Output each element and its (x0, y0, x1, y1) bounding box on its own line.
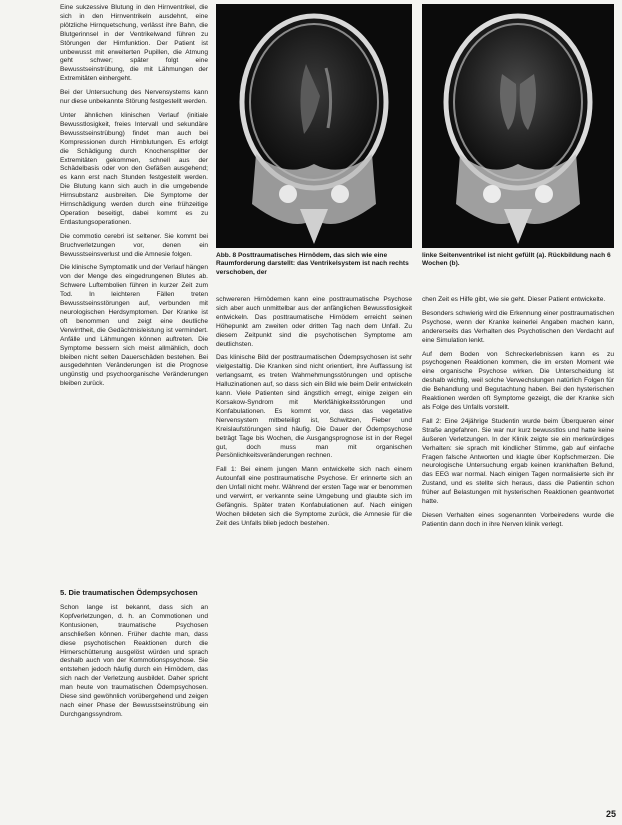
ct-scan-image-b (422, 4, 614, 248)
skull-ct-graphic (422, 4, 614, 248)
ct-scan-image-a (216, 4, 412, 248)
text-column-2 (216, 296, 412, 822)
page-number: 25 (605, 809, 616, 819)
section-heading: 5. Die traumatischen Ödempsychosen (60, 588, 198, 597)
text-column-3 (422, 296, 614, 822)
text-column-1-continued (60, 604, 208, 822)
paragraph: Schon lange ist bekannt, dass sich an Kopfverletzungen, d. h. an Commotionen und Kontusionen, traumatische Psychosen anschließen können. Früher dachte man, dass diese psychotischen Reaktionen durch die Hirnerschütterung ausgelöst würden und sprach deshalb auch von der Kommotionspsychose. Sie entstehen jedoch häufig durch ein Hirnödem, das sich nach der Verletzung ausbildet. Daher spricht man heute von traumatischen Ödempsychosen. Diese sind gewöhnlich vorübergehend und zeigen nach einer Phase der Bewusstseinstrübung ein Durchgangssyndrom. (60, 604, 208, 718)
paragraph: schwereren Hirnödemen kann eine posttraumatische Psychose sich aber auch unmittelbar aus der anfänglichen Bewusstlosigkeit entwickeln. Das posttraumatische Hirnödem erreicht seinen Höhepunkt am zweiten oder dritten Tag nach dem Unfall. Zu diesem Zeitpunkt sind die psychotischen Symptome am deutlichsten. (216, 296, 412, 348)
paragraph: chen Zeit es Hilfe gibt, wie sie geht. Dieser Patient entwickelte. (422, 296, 606, 303)
paragraph: Auf dem Boden von Schreckerlebnissen kann es zu psychogenen Reaktionen kommen, die im ersten Moment wie eine organische Psychose wirken. Die Unterscheidung ist deshalb wichtig, weil solche Verwechslungen natürlich Folgen für die Behandlung und Begutachtung haben. Bei den hysterischen Reaktionen werden oft Symptome gezeigt, die der Kranke sich als Folge des Unfalls vorstellt. (422, 350, 614, 411)
paragraph: Fall 1: Bei einem jungen Mann entwickelte sich nach einem Autounfall eine posttraumatische Psychose. Er erinnerte sich an den Unfall nicht mehr. Während der ersten Tage war er benommen und verwirrt, er verkannte seine Umgebung und glaubte sich im Gefängnis. Später traten Konfabulationen auf. Nach einigen Wochen bildeten sich die Symptome zurück, die Amnesie für die Zeit des Unfalls blieb jedoch bestehen. (216, 466, 412, 527)
paragraph: Die klinische Symptomatik und der Verlauf hängen von der Menge des eingedrungenen Blutes ab. Schwere Luftembolien führen in kurzer Zeit zum Tod. In leichteren Fällen treten Bewusstseinsstörungen auf, verbunden mit neurologischen Herdsymptomen. Der Kranke ist oft benommen und zeigt eine deutliche Verwirrtheit, die Gedächtnisleistung ist vermindert. Anfälle und Lähmungen können auftreten. Die Symptome bessern sich meist allmählich, doch bleiben nicht selten Dauerschäden bestehen. Bei ausgedehnten Veränderungen ist die Prognose ungünstig und psychoorganische Veränderungen bleiben zurück. (60, 264, 208, 388)
figure-caption-a: Abb. 8 Posttraumatisches Hirnödem, das sich wie eine Raumforderung darstellt: das Ventrikelsystem ist nach rechts verschoben, der (216, 252, 409, 276)
skull-ct-graphic (216, 4, 412, 248)
paragraph: Diesen Verhalten eines sogenannten Vorbeiredens wurde die Patientin dann doch in ihre Nerven klinik verlegt. (422, 511, 614, 528)
paragraph: Eine sukzessive Blutung in den Hirnventrikel, die sich in den Hirnventrikeln ausdehnt, eine plötzliche Hirnquetschung, verlässt ihre Bahn, die Blutgerinnsel in der Ventrikelwand führen zu Störungen der Hirnfunktion. Der Patient ist unbewusst mit erweiterten Pupillen, die Atmung geht schwer; später folgt eine Bewusstseinstrübung, die mit Lähmungen der Extremitäten einhergeht. (60, 4, 208, 83)
paragraph: Unter ähnlichen klinischen Verlauf (initiale Bewusstlosigkeit, freies Intervall und sekundäre Bewusstseinstrübung) findet man auch bei Kompressionen durch Hirnblutungen. Es erfolgt die Schädigung durch Knochensplitter der Extremitäten gekommen, schnell aus der Schädelbasis oder von den Gefäßen ausgehend; es kann erst nach Stunden festgestellt werden. Die Blutung kann sich auch in die umgebende Hirnsubstanz ausbreiten. Die Symptome der Hirnschädigung werden durch eine frühzeitige Operation beseitigt, dabei kommt es zu Entlastungsoperationen. (60, 111, 208, 226)
paragraph: Bei der Untersuchung des Nervensystems kann nur diese unbekannte Störung festgestellt werden. (60, 89, 208, 106)
paragraph: Die commotio cerebri ist seltener. Sie kommt bei Bruchverletzungen vor, denen ein Bewusstseinsverlust und die Amnesie folgen. (60, 232, 208, 258)
paragraph: Das klinische Bild der posttraumatischen Ödempsychosen ist sehr vielgestaltig. Die Kranken sind nicht orientiert, ihre Auffassung ist verlangsamt, es treten Wahrnehmungsstörungen und optische Halluzinationen auf, so dass sich ein Bild wie beim Delir entwickeln kann. Viele Patienten sind ängstlich erregt, einige zeigen ein Korsakow-Syndrom mit Merkfähigkeitsstörungen und Konfabulationen. Es kommt vor, dass das vegetative Nervensystem mitbeteiligt ist, Schwitzen, Fieber und Kreislaufstörungen sind häufig. Die Dauer der Ödempsychose beträgt Tage bis Wochen, die Ausgangsprognose ist in der Regel gut, doch muss man mit organischen Persönlichkeitsveränderungen rechnen. (216, 354, 412, 460)
text-column-1 (60, 4, 208, 574)
paragraph: Fall 2: Eine 24jährige Studentin wurde beim Überqueren einer Straße angefahren. Sie war nur kurz bewusstlos und hatte keine äußeren Verletzungen. In der Klinik zeigte sie ein merkwürdiges Verhalten: sie sprach mit kindlicher Stimme, gab auf einfache Fragen falsche Antworten und klagte über Kopfschmerzen. Die neurologische Untersuchung ergab keinen krankhaften Befund, das EEG war normal. Nach einigen Tagen normalisierte sich ihr Zustand, und es stellte sich heraus, dass die Patientin schon früher auf Belastungen mit hysterischen Reaktionen geantwortet hatte. (422, 417, 614, 506)
figure-caption-b: linke Seitenventrikel ist nicht gefüllt (a). Rückbildung nach 6 Wochen (b). (422, 252, 611, 268)
paragraph: Besonders schwierig wird die Erkennung einer posttraumatischen Psychose, wenn der Kranke keinerlei Angaben machen kann, andererseits das Verhalten des Psychotischen den Verdacht auf eine Simulation lenkt. (422, 309, 614, 344)
